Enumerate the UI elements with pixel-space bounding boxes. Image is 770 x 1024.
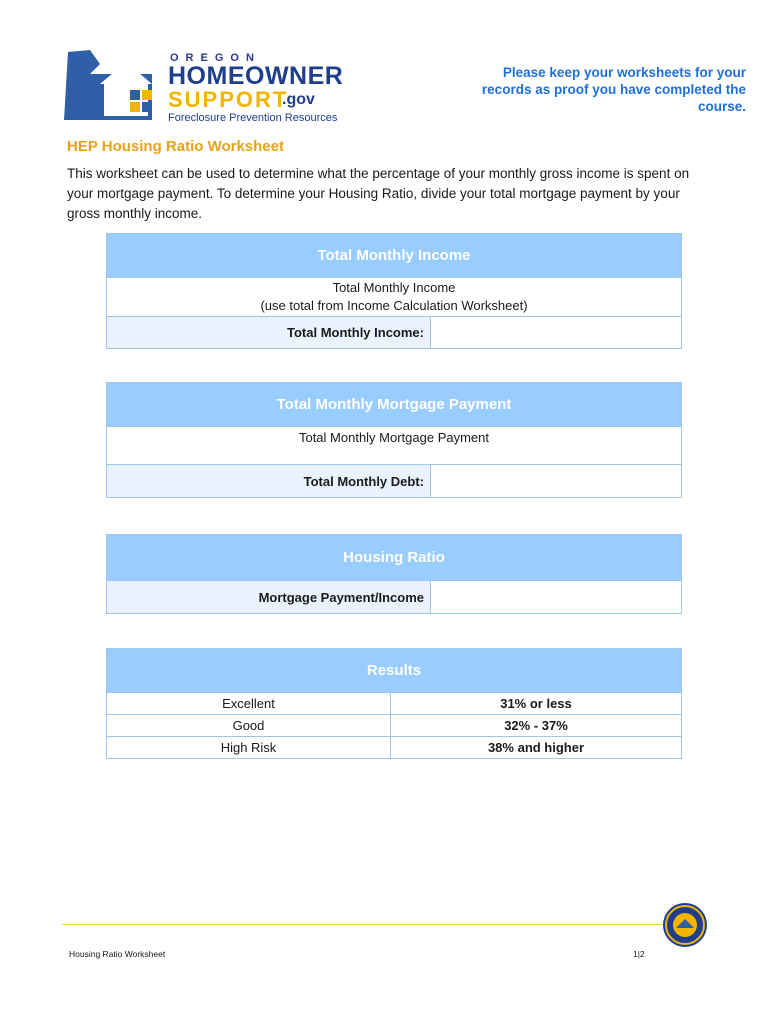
footer-title: Housing Ratio Worksheet <box>69 949 166 959</box>
ratio-label: Mortgage Payment/Income <box>107 581 431 613</box>
income-line2: (use total from Income Calculation Worksheet) <box>260 298 528 313</box>
logo-oregon-text: OREGON <box>170 52 261 64</box>
ratio-value-field[interactable] <box>431 581 681 613</box>
ratio-header: Housing Ratio <box>107 535 681 580</box>
state-seal-icon <box>662 902 708 948</box>
mortgage-line1: Total Monthly Mortgage Payment <box>298 430 490 445</box>
logo-tagline: Foreclosure Prevention Resources <box>168 112 338 124</box>
result-label: Excellent <box>107 693 391 714</box>
result-label: High Risk <box>107 737 391 758</box>
page-title: HEP Housing Ratio Worksheet <box>67 138 284 155</box>
income-table <box>106 233 682 349</box>
income-value-field[interactable] <box>431 317 681 348</box>
oregon-house-logo-icon <box>60 44 170 124</box>
results-row <box>107 736 681 758</box>
intro-paragraph: This worksheet can be used to determine what the percentage of your monthly gross income is spent on your mortgage payment. To determine your Housing Ratio, divide your total mortgage payment by your gross monthly income. <box>67 166 690 221</box>
income-label: Total Monthly Income: <box>107 317 431 348</box>
records-note: Please keep your worksheets for your records as proof you have completed the course. <box>481 65 746 114</box>
logo-support-text: SUPPORT <box>168 87 289 112</box>
results-row <box>107 714 681 736</box>
result-range: 32% - 37% <box>504 718 568 733</box>
mortgage-value-field[interactable] <box>431 465 681 497</box>
logo-gov-text: .gov <box>282 91 315 108</box>
result-label: Good <box>107 715 391 736</box>
site-logo <box>60 44 350 124</box>
mortgage-description <box>107 426 681 464</box>
results-header: Results <box>107 649 681 692</box>
result-range: 31% or less <box>500 696 572 711</box>
page-number: 1|2 <box>633 949 645 959</box>
mortgage-header: Total Monthly Mortgage Payment <box>107 383 681 426</box>
ratio-table <box>106 534 682 614</box>
income-description <box>107 277 681 316</box>
footer-divider <box>62 924 662 925</box>
results-row <box>107 692 681 714</box>
income-header: Total Monthly Income <box>107 234 681 277</box>
logo-homeowner-text: HOMEOWNER <box>168 62 344 90</box>
mortgage-table <box>106 382 682 498</box>
income-line1: Total Monthly Income <box>332 280 456 295</box>
result-range: 38% and higher <box>487 740 585 755</box>
mortgage-label: Total Monthly Debt: <box>107 465 431 497</box>
results-table <box>106 648 682 759</box>
